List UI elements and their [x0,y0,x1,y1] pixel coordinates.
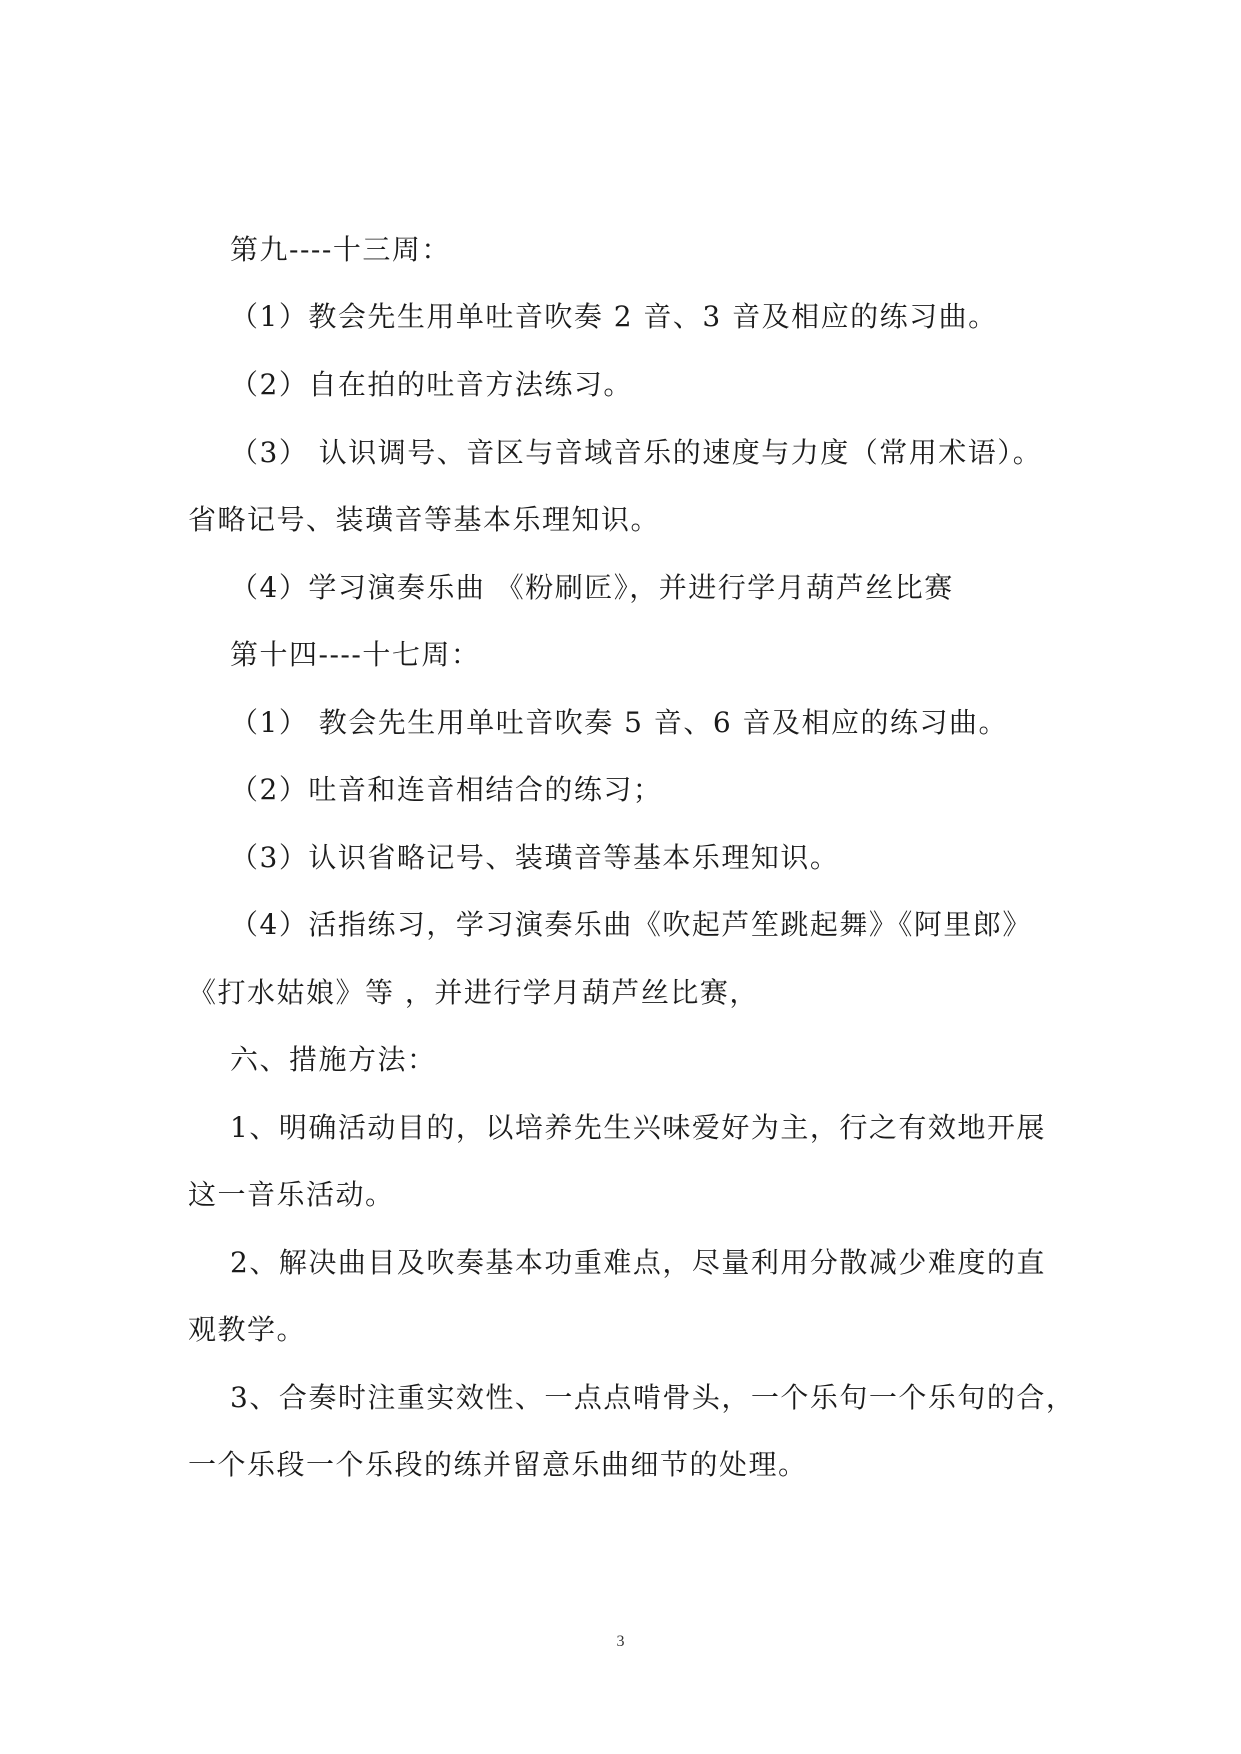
paragraph-line: （3）认识省略记号、装璜音等基本乐理知识。 [230,841,840,874]
section-heading-week-9-13: 第九----十三周： [230,233,451,266]
paragraph-line: （1）教会先生用单吐音吹奏 2 音、3 音及相应的练习曲。 [230,300,998,333]
paragraph-line: （3） 认识调号、音区与音域音乐的速度与力度（常用术语）。 [230,436,1043,469]
paragraph-line: 1、明确活动目的，以培养先生兴味爱好为主，行之有效地开展 [230,1111,1046,1144]
paragraph-line: 一个乐段一个乐段的练并留意乐曲细节的处理。 [188,1448,808,1481]
paragraph-line: （4）学习演奏乐曲 《粉刷匠》，并进行学月葫芦丝比赛 [230,571,954,604]
paragraph-line: 3、合奏时注重实效性、一点点啃骨头，一个乐句一个乐句的合， [230,1381,1076,1414]
paragraph-line: 2、解决曲目及吹奏基本功重难点，尽量利用分散减少难度的直 [230,1246,1046,1279]
paragraph-line: （4）活指练习，学习演奏乐曲《吹起芦笙跳起舞》《阿里郎》 [230,908,1032,941]
paragraph-line: （2）自在拍的吐音方法练习。 [230,368,633,401]
paragraph-line: 观教学。 [188,1313,307,1346]
paragraph-line: 省略记号、装璜音等基本乐理知识。 [188,503,661,536]
paragraph-line: 这一音乐活动。 [188,1178,395,1211]
section-heading-week-14-17: 第十四----十七周： [230,638,481,671]
paragraph-line: 《打水姑娘》等 ，并进行学月葫芦丝比赛， [188,976,759,1009]
paragraph-line: （2）吐音和连音相结合的练习； [230,773,663,806]
page-number: 3 [616,1633,625,1650]
paragraph-line: （1） 教会先生用单吐音吹奏 5 音、6 音及相应的练习曲。 [230,706,1009,739]
section-heading-measures: 六、措施方法： [230,1043,437,1076]
